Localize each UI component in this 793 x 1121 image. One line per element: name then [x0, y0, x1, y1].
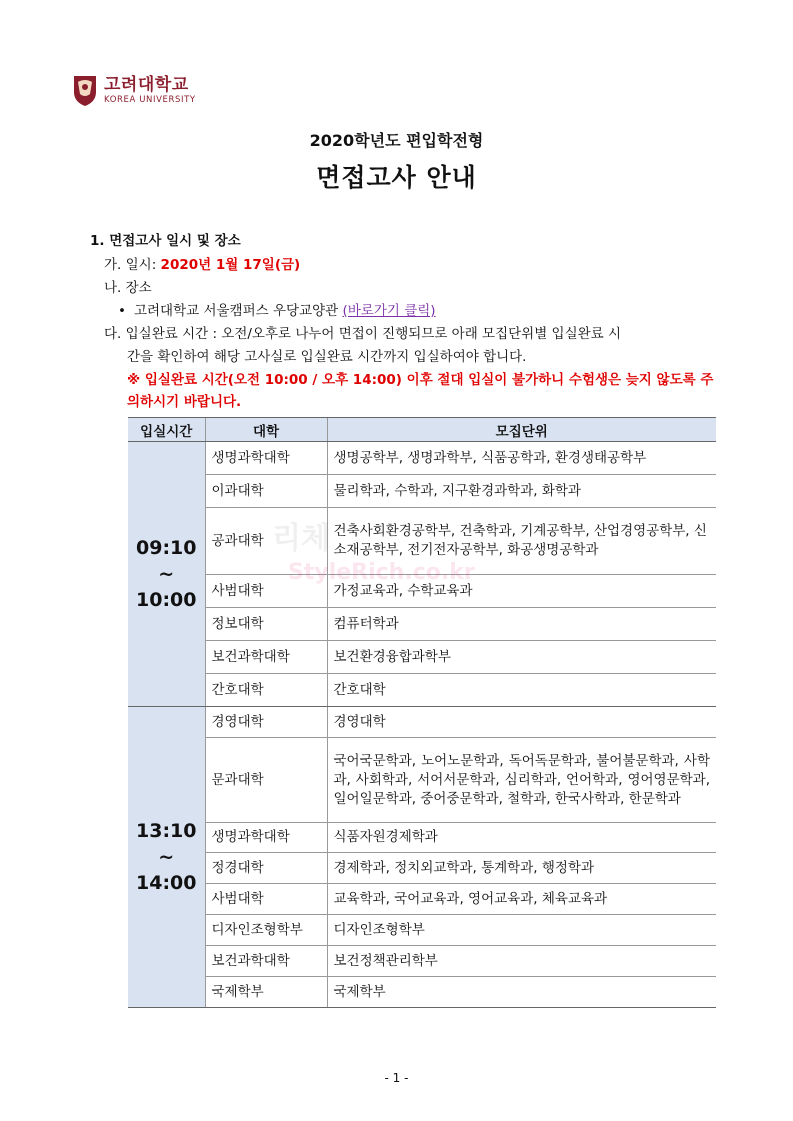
place-label: 나. 장소 [104, 280, 152, 296]
entry-time-line1: 다. 입실완료 시간 : 오전/오후로 나누어 면접이 진행되므로 아래 모집단위별 입실완료 시 [104, 326, 622, 342]
header-units: 모집단위 [327, 418, 716, 442]
watermark-site: StyleRich.co.kr [288, 560, 475, 585]
university-logo [72, 72, 196, 108]
section-heading: 1. 면접고사 일시 및 장소 [90, 233, 241, 249]
table-row [128, 946, 716, 977]
table-row [128, 608, 716, 641]
logo-name-english: KOREA UNIVERSITY [104, 94, 196, 105]
units-cell: 보건환경융합과학부 [327, 641, 716, 674]
header-entry-time: 입실시간 [128, 418, 205, 442]
morning-time-start: 09:10 [136, 537, 197, 559]
units-cell: 보건정책관리학부 [327, 946, 716, 977]
college-cell: 사범대학 [205, 575, 327, 608]
afternoon-time-start: 13:10 [136, 820, 197, 842]
logo-name-korean: 고려대학교 [104, 74, 189, 95]
table-row [128, 508, 716, 575]
morning-time-end: 10:00 [136, 589, 197, 611]
table-row [128, 674, 716, 707]
units-cell: 간호대학 [327, 674, 716, 707]
afternoon-time-sep: ~ [158, 846, 175, 868]
units-cell: 생명공학부, 생명과학부, 식품공학과, 환경생태공학부 [327, 442, 716, 475]
place-bullet [118, 299, 436, 319]
table-row [128, 641, 716, 674]
header-college: 대학 [205, 418, 327, 442]
afternoon-time-cell [128, 707, 205, 1008]
units-cell: 국제학부 [327, 977, 716, 1008]
date-label: 가. 일시: [104, 257, 161, 273]
date-value: 2020년 1월 17일(금) [160, 257, 301, 273]
page-number: - 1 - [384, 1071, 409, 1085]
college-cell: 정보대학 [205, 608, 327, 641]
document-subtitle: 2020학년도 편입학전형 [309, 131, 484, 150]
place-shortcut-link[interactable]: (바로가기 클릭) [342, 303, 436, 319]
college-cell: 사범대학 [205, 884, 327, 915]
units-cell: 컴퓨터학과 [327, 608, 716, 641]
units-cell: 식품자원경제학과 [327, 823, 716, 853]
table-row [128, 823, 716, 853]
college-cell: 국제학부 [205, 977, 327, 1008]
table-row [128, 884, 716, 915]
table-row [128, 475, 716, 508]
units-cell: 건축사회환경공학부, 건축학과, 기계공학부, 산업경영공학부, 신소재공학부, 전기전자공학부, 화공생명공학과 [327, 508, 716, 575]
units-cell: 교육학과, 국어교육과, 영어교육과, 체육교육과 [327, 884, 716, 915]
units-cell: 경제학과, 정치외교학과, 통계학과, 행정학과 [327, 853, 716, 884]
table-row [128, 707, 716, 738]
table-row [128, 738, 716, 823]
bullet-icon: • [118, 303, 126, 319]
morning-time-sep: ~ [158, 563, 175, 585]
college-cell: 간호대학 [205, 674, 327, 707]
afternoon-time-end: 14:00 [136, 872, 197, 894]
warning-note: ※ 입실완료 시간(오전 10:00 / 오후 14:00) 이후 절대 입실이 불가하니 수험생은 늦지 않도록 주의하시기 바랍니다. [127, 372, 714, 410]
college-cell: 생명과학대학 [205, 823, 327, 853]
place-text: 고려대학교 서울캠퍼스 우당교양관 [133, 303, 343, 319]
units-cell: 물리학과, 수학과, 지구환경과학과, 화학과 [327, 475, 716, 508]
units-cell: 디자인조형학부 [327, 915, 716, 946]
college-cell: 생명과학대학 [205, 442, 327, 475]
units-cell: 국어국문학과, 노어노문학과, 독어독문학과, 불어불문학과, 사학과, 사회학과, 서어서문학과, 심리학과, 언어학과, 영어영문학과, 일어일문학과, 중어중문학과, 철학과, 한국사학과, 한문학과 [327, 738, 716, 823]
entry-time-line2: 간을 확인하여 해당 고사실로 입실완료 시간까지 입실하여야 합니다. [127, 349, 527, 365]
units-cell: 경영대학 [327, 707, 716, 738]
college-cell: 보건과학대학 [205, 641, 327, 674]
document-title: 면접고사 안내 [316, 163, 477, 192]
interview-schedule-table [128, 417, 716, 1008]
college-cell: 이과대학 [205, 475, 327, 508]
morning-time-cell [128, 442, 205, 707]
table-row [128, 442, 716, 475]
table-row [128, 977, 716, 1008]
college-cell: 정경대학 [205, 853, 327, 884]
units-cell: 가정교육과, 수학교육과 [327, 575, 716, 608]
college-cell: 공과대학 [205, 508, 327, 575]
university-seal-icon [72, 72, 98, 108]
college-cell: 보건과학대학 [205, 946, 327, 977]
table-header-row [128, 418, 716, 442]
table-row [128, 853, 716, 884]
table-row [128, 575, 716, 608]
college-cell: 문과대학 [205, 738, 327, 823]
watermark-text: 리체 [272, 521, 330, 556]
college-cell: 경영대학 [205, 707, 327, 738]
date-line [104, 253, 300, 273]
table-row [128, 915, 716, 946]
college-cell: 디자인조형학부 [205, 915, 327, 946]
